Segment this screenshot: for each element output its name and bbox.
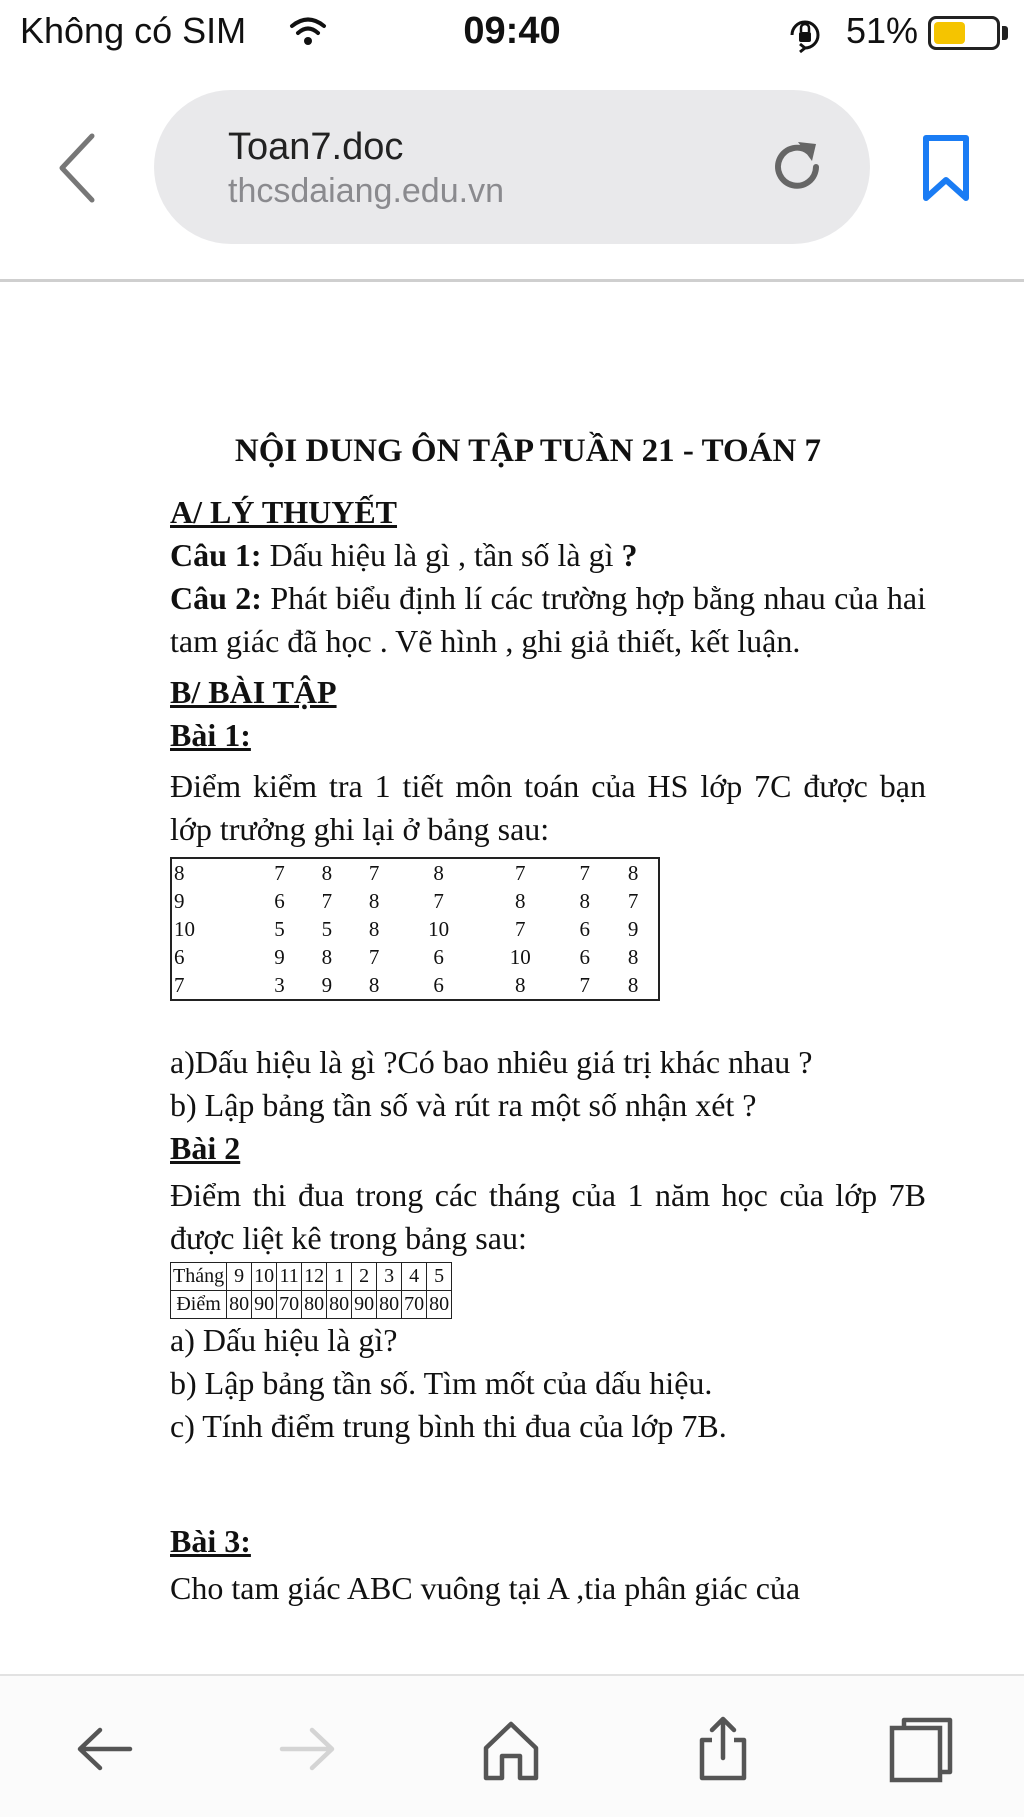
address-bar[interactable] (154, 90, 870, 244)
table-cell: 2 (352, 1263, 377, 1291)
table-cell: 4 (402, 1263, 427, 1291)
table-cell: 9 (321, 973, 333, 997)
table-cell: 70 (402, 1291, 427, 1319)
monthly-scores-table (170, 1262, 452, 1319)
table-cell: 80 (227, 1291, 252, 1319)
table-cell: 10 (252, 1263, 277, 1291)
table-cell: 80 (427, 1291, 452, 1319)
table-cell: 10 (428, 917, 450, 941)
question-1-text: Dấu hiệu là gì , tần số là gì (261, 537, 622, 573)
document-title: Toan7.doc (228, 126, 404, 168)
table-cell: 8 (627, 945, 639, 969)
table-cell: 3 (274, 973, 285, 997)
table-row (171, 1263, 452, 1291)
table-cell: 90 (252, 1291, 277, 1319)
table-cell: 8 (321, 861, 333, 885)
table-cell: 7 (368, 945, 380, 969)
table-cell: 8 (368, 917, 380, 941)
table-cell: 3 (377, 1263, 402, 1291)
table-cell: 8 (368, 973, 380, 997)
question-2 (170, 577, 926, 663)
table-cell: 8 (627, 861, 639, 885)
exercise-1-part-a: a)Dấu hiệu là gì ?Có bao nhiêu giá trị khác nhau ? (170, 1044, 813, 1080)
table-cell: 7 (627, 889, 639, 913)
exercise-1-text: Điểm kiểm tra 1 tiết môn toán của HS lớp 7C được bạn lớp trưởng ghi lại ở bảng sau: (170, 768, 926, 847)
table-cell: 5 (274, 917, 285, 941)
table-row (171, 971, 659, 1000)
home-icon[interactable] (476, 1714, 546, 1784)
battery-icon (928, 16, 1000, 50)
exercise-1-part-b: b) Lập bảng tần số và rút ra một số nhận xét ? (170, 1087, 757, 1123)
question-1-mark: ? (621, 537, 638, 573)
table-cell: 8 (321, 945, 333, 969)
exercise-2-part-b: b) Lập bảng tần số. Tìm mốt của dấu hiệu. (170, 1365, 713, 1401)
table-cell: 6 (274, 889, 285, 913)
browser-header (0, 70, 1024, 282)
table-cell: 8 (579, 889, 590, 913)
table-cell: 11 (277, 1263, 302, 1291)
table-cell: 90 (352, 1291, 377, 1319)
page-title: NỘI DUNG ÔN TẬP TUẦN 21 - TOÁN 7 (234, 433, 822, 469)
question-2-label: Câu 2: (170, 580, 262, 616)
table-cell: 7 (433, 889, 444, 913)
exercise-1-label: Bài 1: (170, 717, 251, 753)
section-exercises-heading: B/ BÀI TẬP (170, 674, 337, 710)
table-cell: 6 (174, 945, 185, 969)
question-1 (170, 534, 926, 577)
bottom-toolbar (0, 1674, 1024, 1817)
table-cell: 7 (274, 861, 285, 885)
table-cell: 80 (377, 1291, 402, 1319)
table-cell: 10 (509, 945, 531, 969)
table-cell: 9 (227, 1263, 252, 1291)
table-row (171, 1291, 452, 1319)
exercise-3-label: Bài 3: (170, 1523, 251, 1559)
table-row (171, 915, 659, 943)
back-arrow-icon[interactable] (70, 1714, 140, 1784)
table-cell: 7 (321, 889, 333, 913)
bookmark-icon[interactable] (918, 132, 974, 204)
table-cell: 6 (579, 917, 590, 941)
tabs-icon[interactable] (886, 1714, 956, 1784)
table-cell: 80 (327, 1291, 352, 1319)
table-cell: 9 (274, 945, 285, 969)
exercise-2-label: Bài 2 (170, 1130, 241, 1166)
question-2-text: Phát biểu định lí các trường hợp bằng nhau của hai tam giác đã học . Vẽ hình , ghi giả thiết, kết luận. (170, 580, 927, 659)
table-cell: 7 (514, 861, 526, 885)
table-cell: 5 (427, 1263, 452, 1291)
table-cell: 8 (514, 973, 526, 997)
battery-fill (934, 22, 965, 44)
exercise-2-part-c: c) Tính điểm trung bình thi đua của lớp 7B. (170, 1408, 727, 1444)
document-host: thcsdaiang.edu.vn (228, 172, 504, 210)
table-cell: 6 (579, 945, 590, 969)
table-cell: Điểm (171, 1291, 227, 1319)
exercise-2-text: Điểm thi đua trong các tháng của 1 năm học của lớp 7B được liệt kê trong bảng sau: (170, 1177, 926, 1256)
battery-percent: 51% (846, 10, 919, 51)
document-page (170, 430, 926, 1610)
table-cell: 7 (368, 861, 380, 885)
table-cell: 6 (433, 945, 444, 969)
table-cell: 8 (174, 861, 185, 885)
clock: 09:40 (463, 10, 561, 52)
table-cell: 8 (514, 889, 526, 913)
carrier-label: Không có SIM (20, 10, 247, 51)
table-cell: 8 (627, 973, 639, 997)
table-cell: 1 (327, 1263, 352, 1291)
exercise-3-text: Cho tam giác ABC vuông tại A ,tia phân giác của (170, 1570, 801, 1606)
chevron-left-icon[interactable] (50, 128, 106, 208)
table-cell: 10 (174, 917, 195, 941)
table-row (171, 887, 659, 915)
table-cell: 8 (433, 861, 444, 885)
orientation-lock-icon (784, 14, 826, 56)
reload-icon[interactable] (764, 134, 830, 200)
battery-tip (1002, 26, 1008, 40)
table-cell: 7 (579, 861, 590, 885)
table-cell: 5 (321, 917, 333, 941)
question-1-label: Câu 1: (170, 537, 262, 573)
table-row (171, 943, 659, 971)
table-cell: 7 (579, 973, 590, 997)
scores-table (170, 857, 660, 1001)
table-cell: 8 (368, 889, 380, 913)
table-cell: 9 (627, 917, 639, 941)
table-cell: 6 (433, 973, 444, 997)
table-cell: Tháng (171, 1263, 227, 1291)
table-cell: 70 (277, 1291, 302, 1319)
table-cell: 9 (174, 889, 185, 913)
status-bar (0, 0, 1024, 70)
table-cell: 7 (514, 917, 526, 941)
table-cell: 80 (302, 1291, 327, 1319)
share-icon[interactable] (688, 1714, 758, 1784)
table-row (171, 858, 659, 887)
table-cell: 12 (302, 1263, 327, 1291)
exercise-2-part-a: a) Dấu hiệu là gì? (170, 1322, 398, 1358)
table-cell: 7 (174, 973, 185, 997)
forward-arrow-icon[interactable] (272, 1714, 342, 1784)
section-theory-heading: A/ LÝ THUYẾT (170, 494, 398, 530)
